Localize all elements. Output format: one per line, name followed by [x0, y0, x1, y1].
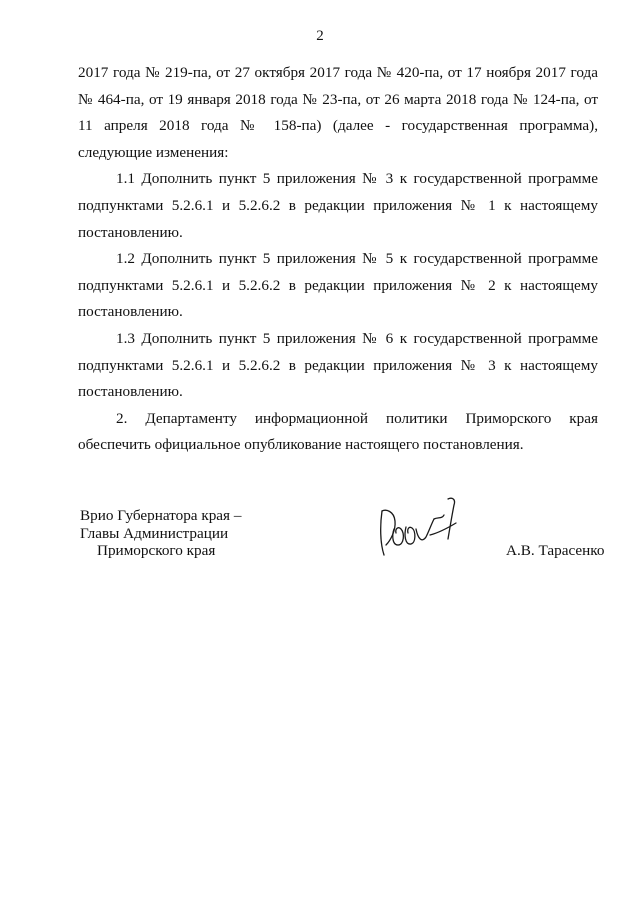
- paragraph-item-2: 2. Департаменту информационной политики Приморского края обеспечить официальное опубликование настоящего постановления.: [78, 409, 598, 454]
- page-number: 2: [316, 28, 324, 44]
- signatory-title-line-1: Врио Губернатора края –: [80, 507, 242, 524]
- paragraph-item-1-1: 1.1 Дополнить пункт 5 приложения № 3 к государственной программе подпунктами 5.2.6.1 и 5.2.6.2 в редакции приложения № 1 к настоящему постановлению.: [78, 170, 598, 241]
- paragraph-item-1-2: 1.2 Дополнить пункт 5 приложения № 5 к государственной программе подпунктами 5.2.6.1 и 5.2.6.2 в редакции приложения № 2 к настоящему постановлению.: [78, 250, 598, 321]
- handwritten-signature: [368, 495, 468, 565]
- paragraph-continuation: 2017 года № 219-па, от 27 октября 2017 года № 420-па, от 17 ноября 2017 года № 464-па, от 19 января 2018 года № 23-па, от 26 марта 2018 года № 124-па, от 11 апреля 2018 года № 158-па) (далее - государственная программа), следующие изменения:: [78, 64, 598, 161]
- signatory-title-line-2: Главы Администрации: [80, 525, 229, 542]
- signature-strokes: [381, 498, 456, 555]
- paragraph-item-1-3: 1.3 Дополнить пункт 5 приложения № 6 к государственной программе подпунктами 5.2.6.1 и 5.2.6.2 в редакции приложения № 3 к настоящему постановлению.: [78, 329, 598, 401]
- document-body: [78, 60, 598, 459]
- signatory-title-line-3: Приморского края: [97, 542, 216, 559]
- signatory-name: А.В. Тарасенко: [506, 542, 605, 559]
- signature-block: [0, 495, 640, 585]
